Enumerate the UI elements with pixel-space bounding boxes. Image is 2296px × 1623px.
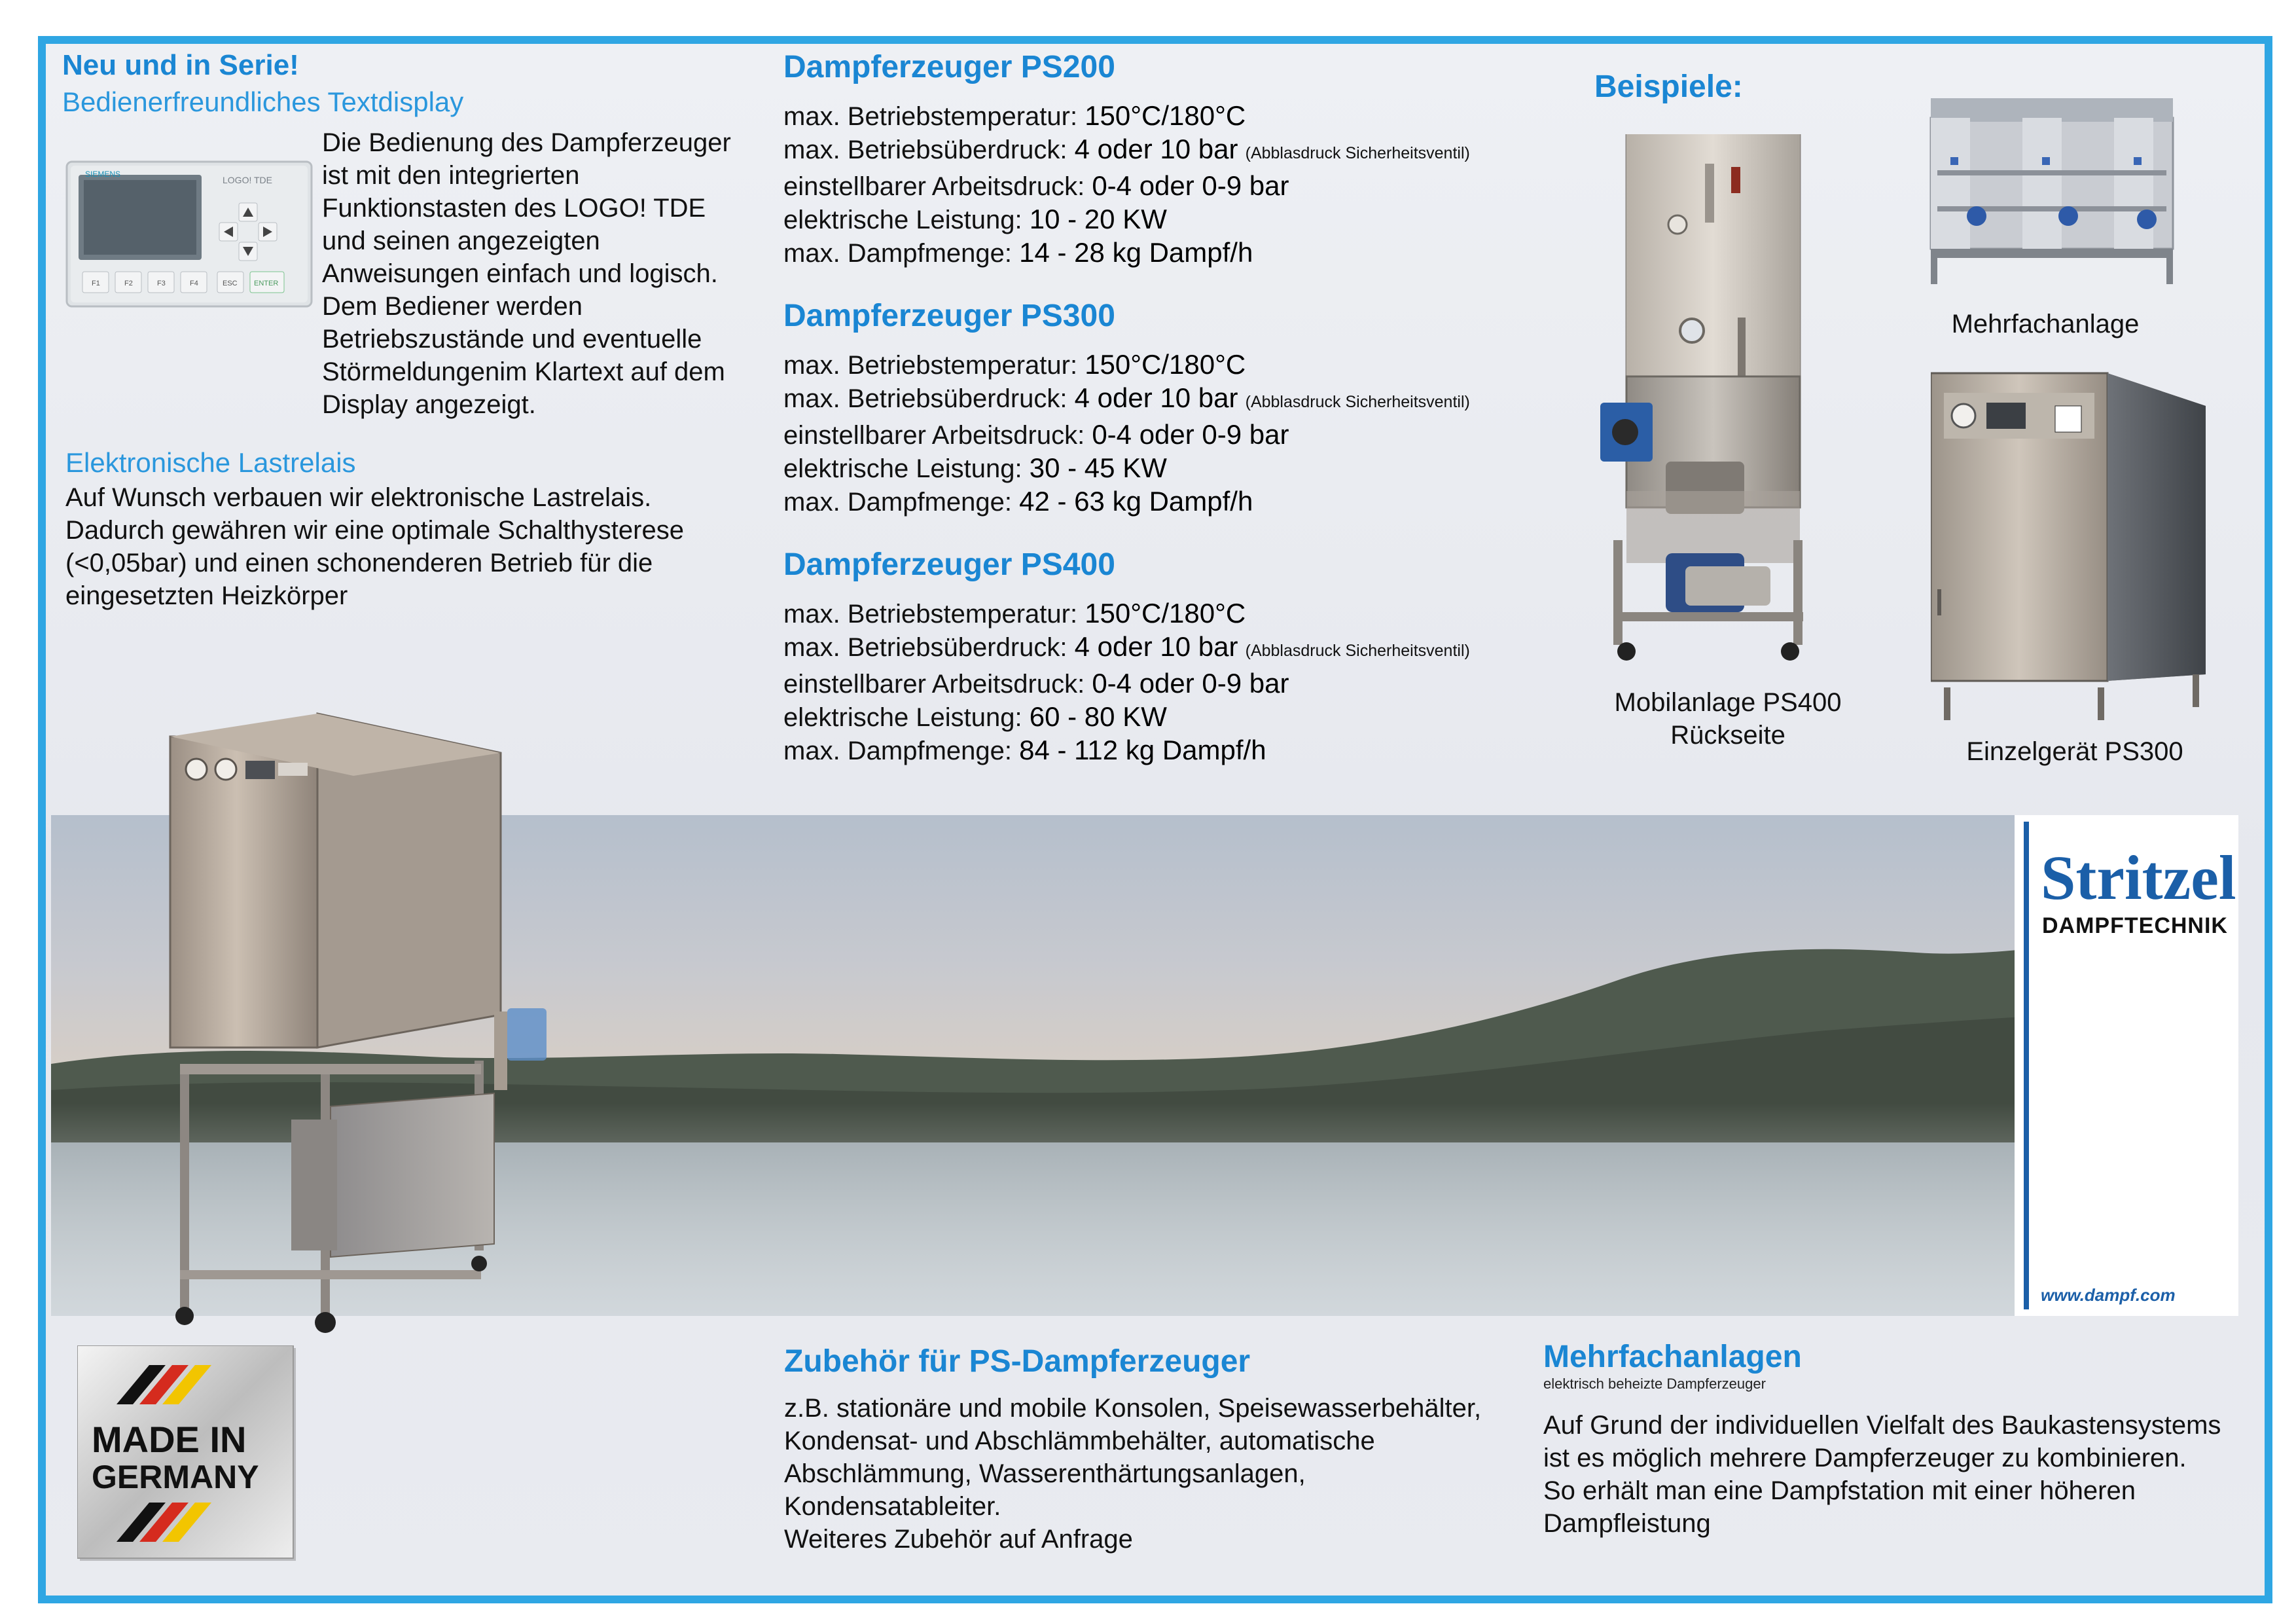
- heading-new-series: Neu und in Serie!: [62, 49, 299, 81]
- multi-line: Auf Grund der individuellen Vielfalt des Baukastensystems: [1543, 1411, 2221, 1440]
- title-ps300: Dampferzeuger PS300: [783, 299, 1115, 333]
- key-esc: ESC: [223, 280, 238, 287]
- spec-row: elektrische Leistung: 30 - 45 KW: [783, 452, 1167, 483]
- mobile-unit-ps400-image: [1600, 134, 1816, 665]
- display-line: Störmeldungenim Klartext auf dem: [322, 357, 725, 386]
- spec-row: elektrische Leistung: 10 - 20 KW: [783, 204, 1167, 234]
- caption-mobile-line1: Mobilanlage PS400: [1614, 688, 1842, 717]
- multi-unit-image: [1924, 98, 2179, 288]
- stritzel-logo-panel: [2015, 815, 2238, 1316]
- heading-multi-systems: Mehrfachanlagen: [1543, 1340, 1802, 1374]
- accessories-line: z.B. stationäre und mobile Konsolen, Speisewasserbehälter,: [784, 1394, 1482, 1423]
- spec-row: max. Dampfmenge: 42 - 63 kg Dampf/h: [783, 486, 1253, 517]
- key-enter: ENTER: [254, 280, 279, 287]
- spec-row: max. Betriebsüberdruck: 4 oder 10 bar (Abblasdruck Sicherheitsventil): [783, 134, 1470, 164]
- heading-load-relays: Elektronische Lastrelais: [65, 447, 356, 478]
- display-line: Anweisungen einfach und logisch.: [322, 259, 718, 288]
- relay-line: eingesetzten Heizkörper: [65, 581, 348, 610]
- display-brand: SIEMENS: [85, 170, 121, 179]
- specs-ps300: [783, 348, 1470, 519]
- display-line: Die Bedienung des Dampferzeuger: [322, 128, 731, 157]
- steam-generator-on-stand-image: [154, 707, 560, 1336]
- relay-paragraph: [65, 481, 720, 612]
- display-line: Dem Bediener werden: [322, 292, 583, 321]
- relay-line: (<0,05bar) und einen schonenderen Betrieb für die: [65, 549, 653, 577]
- spec-row: max. Betriebstemperatur: 150°C/180°C: [783, 598, 1246, 629]
- multi-line: So erhält man eine Dampfstation mit einer höheren: [1543, 1476, 2136, 1505]
- display-model: LOGO! TDE: [223, 175, 272, 185]
- display-line: ist mit den integrierten: [322, 161, 580, 190]
- display-line: und seinen angezeigten: [322, 227, 600, 255]
- caption-mobile-line2: Rückseite: [1670, 721, 1785, 750]
- display-line: Betriebszustände und eventuelle: [322, 325, 702, 354]
- specs-ps400: [783, 597, 1470, 767]
- logo-url: www.dampf.com: [2041, 1285, 2176, 1305]
- logo-tagline: DAMPFTECHNIK: [2042, 913, 2228, 938]
- spec-row: max. Betriebsüberdruck: 4 oder 10 bar (Abblasdruck Sicherheitsventil): [783, 631, 1470, 662]
- title-ps200: Dampferzeuger PS200: [783, 50, 1115, 84]
- spec-row: einstellbarer Arbeitsdruck: 0-4 oder 0-9 bar: [783, 170, 1289, 201]
- accessories-line: Abschlämmung, Wasserenthärtungsanlagen,: [784, 1459, 1306, 1488]
- accessories-line: Kondensatableiter.: [784, 1492, 1001, 1521]
- display-paragraph: [322, 126, 780, 421]
- heading-examples: Beispiele:: [1594, 69, 1743, 104]
- spec-row: elektrische Leistung: 60 - 80 KW: [783, 701, 1167, 732]
- spec-row: einstellbarer Arbeitsdruck: 0-4 oder 0-9 bar: [783, 419, 1289, 450]
- relay-line: Dadurch gewähren wir eine optimale Schalthysterese: [65, 516, 684, 545]
- logo-name: Stritzel: [2041, 843, 2236, 913]
- key-f1: F1: [92, 280, 100, 287]
- caption-single: Einzelgerät PS300: [1966, 737, 2183, 766]
- accessories-line: Kondensat- und Abschlämmbehälter, automatische: [784, 1427, 1375, 1455]
- multi-paragraph: [1543, 1409, 2244, 1540]
- accessories-line: Weiteres Zubehör auf Anfrage: [784, 1525, 1133, 1554]
- key-f2: F2: [124, 280, 133, 287]
- badge-line2: GERMANY: [92, 1459, 259, 1495]
- display-line: Display angezeigt.: [322, 390, 536, 419]
- multi-line: ist es möglich mehrere Dampferzeuger zu kombinieren.: [1543, 1444, 2187, 1472]
- single-unit-ps300-image: [1931, 367, 2212, 723]
- key-f4: F4: [190, 280, 198, 287]
- title-ps400: Dampferzeuger PS400: [783, 547, 1115, 582]
- heading-accessories: Zubehör für PS-Dampferzeuger: [784, 1344, 1251, 1379]
- logo-blue-bar: [2024, 822, 2029, 1309]
- spec-row: max. Dampfmenge: 84 - 112 kg Dampf/h: [783, 735, 1266, 765]
- multi-line: Dampfleistung: [1543, 1509, 1711, 1538]
- specs-ps200: [783, 100, 1470, 270]
- display-line: Funktionstasten des LOGO! TDE: [322, 194, 706, 223]
- key-f3: F3: [157, 280, 166, 287]
- accessories-paragraph: [784, 1392, 1537, 1556]
- caption-multi: Mehrfachanlage: [1951, 310, 2140, 338]
- spec-row: max. Betriebstemperatur: 150°C/180°C: [783, 100, 1246, 131]
- relay-line: Auf Wunsch verbauen wir elektronische Lastrelais.: [65, 483, 652, 512]
- made-in-germany-badge: [77, 1345, 303, 1568]
- badge-line1: MADE IN: [92, 1419, 247, 1460]
- subheading-text-display: Bedienerfreundliches Textdisplay: [62, 86, 464, 117]
- multi-subheading: elektrisch beheizte Dampferzeuger: [1543, 1376, 1766, 1392]
- spec-row: einstellbarer Arbeitsdruck: 0-4 oder 0-9 bar: [783, 668, 1289, 699]
- logo-tde-display-image: [65, 160, 313, 308]
- spec-row: max. Betriebsüberdruck: 4 oder 10 bar (Abblasdruck Sicherheitsventil): [783, 382, 1470, 413]
- spec-row: max. Dampfmenge: 14 - 28 kg Dampf/h: [783, 237, 1253, 268]
- spec-row: max. Betriebstemperatur: 150°C/180°C: [783, 349, 1246, 380]
